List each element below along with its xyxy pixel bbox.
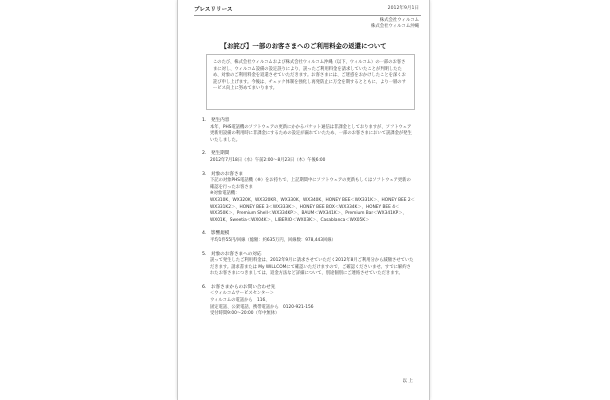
models-note: ※対象電話機： [210, 191, 240, 197]
section-heading: 6. お客さまからのお問い合わせ先 [202, 284, 276, 290]
company-names [371, 18, 419, 30]
section-heading: 4. 影響規模 [202, 231, 230, 237]
company-name: 株式会社ウィルコム [379, 18, 419, 23]
section-affected-customers [202, 172, 415, 225]
section-response [202, 252, 415, 278]
section-body: 誤って発生したご利用料金は、2012年9月に請求させていただく2012年8月ご利用分から減額させていただきます。請求書または My WILLCOMにて確認いただけますので、ご確認くださいませ。すでに解約されたお客さまにつきましては、返金方法など詳細について、別途個別にご連絡させていただきます。 [210, 258, 414, 277]
release-header [178, 5, 429, 14]
section-occurrence [202, 118, 415, 144]
header-rule [194, 15, 421, 16]
contact-line: 受付時間9:00～20:00（年中無休） [210, 311, 280, 317]
section-impact [202, 231, 415, 244]
section-contact [202, 285, 415, 318]
section-body: 本年、PHS電話機のソフトウェアの更新にかかるパケット通信は非課金としておりますが、ソフトウェア更新用設備の利用時に非課金にするための設定が漏れていたため、一部のお客さまにおいて誤課金が発生いたしました。 [210, 124, 412, 143]
contact-line: ウィルコムの電話から 116、 [210, 298, 270, 304]
section-heading: 2. 発生期間 [202, 151, 230, 157]
release-date: 2012年9月1日 [387, 6, 419, 11]
contact-line: ＜ウィルコムサービスセンター＞ [210, 291, 274, 297]
intro-box: このたび、株式会社ウィルコムおよび株式会社ウィルコム沖縄（以下、ウィルコム）の一部のお客さまに対し、ウィルコム設備の設定誤りにより、誤ったご利用料金を請求していたことが判明したため、対象のご利用料金を返還させていただきます。お客さまには、ご迷惑をおかけしたことを深くお詫び申し上げます。今後は、チェック体制を強化し再発防止に万全を期するとともに、より一層のサービス向上に努めてまいります。 [206, 54, 415, 110]
section-period [202, 151, 415, 164]
sections [202, 118, 415, 325]
section-body: 下記の対象PHS電話機（※）をお持ちで、上記期間中にソフトウェアの更新もしくはソフトウェア更新の確認を行ったお客さま [210, 178, 411, 190]
document-title: 【お詫び】一部のお客さまへのご利用料金の返還について [220, 42, 387, 50]
release-label: プレスリリース [194, 7, 233, 13]
section-heading: 5. 対象のお客さまへの対応 [202, 251, 262, 257]
section-heading: 3. 対象のお客さま [202, 171, 244, 177]
section-body: 2012年7月18日（水）午前2:00～8月23日（木）午後6:00 [210, 157, 326, 163]
press-release-page [177, 0, 430, 400]
section-heading: 1. 発生内容 [202, 118, 230, 123]
models-list: WX310K、WX320K、WX320KR、WX330K、WX340K、HONEY BEE＜WX331K＞、HONEY BEE 2＜WX331K2＞、HONEY BEE 3＜WX333K＞、HONEY BEE BOX＜WX334K＞、HONEY BEE 4＜WX350K＞、Premium Shell＜WX334KP＞、BAUM＜WX341K＞、Premium Bar＜WX341KP＞、WX01K、Sweetia＜WX04K＞、LIBERIO＜WX03K＞、Casablanca＜WX05K＞ [210, 197, 415, 223]
company-name: 株式会社ウィルコム沖縄 [370, 24, 419, 30]
section-body: 平均1件55円/回線（総額：約635万円、回線数：978,443回線） [210, 237, 336, 243]
closing-mark: 以 上 [402, 379, 413, 384]
contact-line: 固定電話、公衆電話、携帯電話から 0120-921-156 [210, 304, 314, 310]
